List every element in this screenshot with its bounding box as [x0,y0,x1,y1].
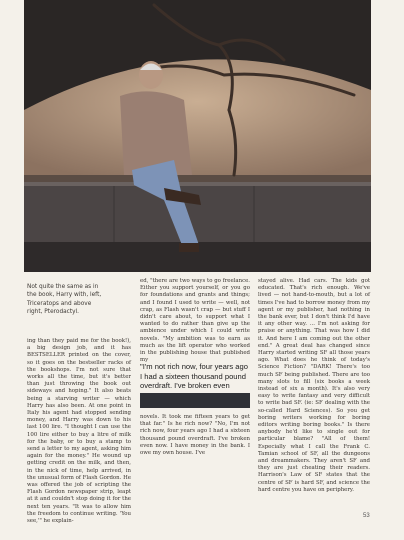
page-number: 53 [363,513,370,519]
photo-illustration [24,0,371,272]
body-column-1: ing than they paid me for the book!), a big design job, and it has BESTSELLER printed on the cover, so it goes on the bestseller racks of the bookshops. I'm not sure that works all the time, but it's better than just throwing the book out sideways and hoping." It also beats being a starving writer — which Harry has also been. At one point in Italy his agent had stopped sending money, and Harry was down to his last 100 lire. "I thought I can use the 100 lire either to buy a litre of milk for the baby, or to buy a stamp to send a letter to my agent, asking him again for the money." He wound up getting credit on the milk, and then, in the nick of time, help arrived, in the unusual form of Flash Gordon. He was offered the job of scripting the Flash Gordon newspaper strip, leapt at it and couldn't stop doing it for the next ten years. "It was to allow him the freedom to continue writing. 'You see,'" he explain- [27,338,131,525]
pull-quote-bar [140,393,250,408]
body-column-2-top: ed, "there are two ways to go freelance. Either you support yourself, or you go for foundations and grants and things; and I found I used to write — well, not crap, as Flash wasn't crap — but stuff I didn't care about, to support what I wanted to do rather than give up the ambience under which I could write novels. "My ambition was to earn as much as the lift operator who worked in the publishing house that published my [140,278,250,364]
body-column-2-bottom: novels. It took me fifteen years to get that far." Is he rich now? "No, I'm not rich now, four years ago I had a sixteen thousand pound overdraft. I've broken even now. I have money in the bank. I owe my own house. I've [140,414,250,457]
body-column-3: stayed alive. Had cars. The kids got educated. That's rich enough. We've lived — not hand-to-mouth, but a lot of times I've had to borrow money from my agent or my publisher, had nothing in the bank ever, but I don't think I'd have it any other way. ... I'm not asking for praise or anything. That was how I did it. And here I am coming out the other end." A great deal has changed since Harry started writing SF all those years ago. What does he think of today's Science Fiction? "DARK! There's too much SF being published. There are too many slots to fill (six books a week instead of six a month). It's also very easy to write fantasy and very difficult to write bad SF. (ie: SF dealing with the so-called Hard Sciences). So you get boring writers working for boring editors writing boring books." Is there anybody he'd like to single out for particular blame? "All of them! Especially what I call the Frank C. Tamian school of SF, all the dungeons and dreammakers. They aren't SF and they are just cheating their readers. Harrison's Law of SF states that the centre of SF is hard SF, and science the hard centre you have on periphery. [258,278,370,493]
pull-quote: "I'm not rich now, four years ago I had a sixteen thousand pound overdraft. I've broken even [140,362,248,391]
photo-caption: Not quite the same as in the book, Harry with, left, Triceratops and above right, Pterodactyl. [27,284,102,315]
cover-photo [24,0,371,272]
